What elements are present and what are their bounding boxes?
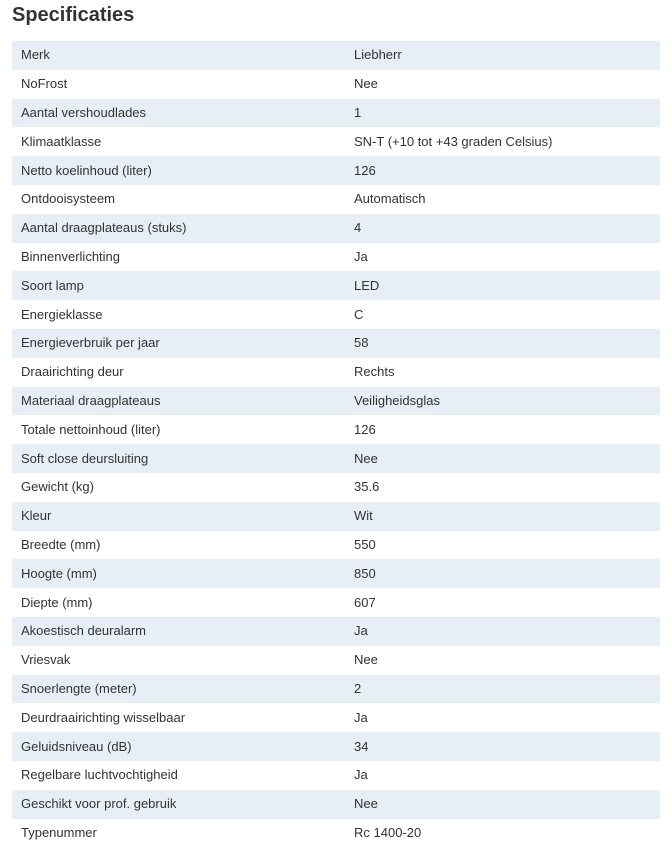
spec-label: Kleur xyxy=(21,508,52,524)
spec-row xyxy=(12,703,660,732)
spec-table-body xyxy=(12,41,660,847)
spec-row xyxy=(12,358,660,387)
spec-row xyxy=(12,243,660,272)
spec-row xyxy=(12,617,660,646)
spec-value: Ja xyxy=(354,248,368,264)
spec-label: Aantal draagplateaus (stuks) xyxy=(21,220,187,236)
spec-row xyxy=(12,732,660,761)
spec-value: Liebherr xyxy=(354,47,402,63)
spec-label: Merk xyxy=(21,47,50,63)
spec-label: Totale nettoinhoud (liter) xyxy=(21,421,161,437)
spec-value: C xyxy=(354,306,364,322)
spec-row xyxy=(12,819,660,848)
spec-value: Rc 1400-20 xyxy=(354,824,422,840)
spec-label: Geluidsniveau (dB) xyxy=(21,738,132,754)
spec-row xyxy=(12,790,660,819)
spec-row xyxy=(12,415,660,444)
spec-label: Energieklasse xyxy=(21,306,103,322)
spec-value: Rechts xyxy=(354,364,395,380)
spec-label: Vriesvak xyxy=(21,652,71,668)
spec-row xyxy=(12,156,660,185)
spec-value: 126 xyxy=(354,162,376,178)
spec-value: Veiligheidsglas xyxy=(354,392,441,408)
spec-label: Akoestisch deuralarm xyxy=(21,623,146,639)
spec-label: Soft close deursluiting xyxy=(21,450,149,466)
spec-label: Gewicht (kg) xyxy=(21,479,94,495)
spec-value: Nee xyxy=(354,652,378,668)
spec-value: 4 xyxy=(354,220,362,236)
spec-label: Aantal vershoudlades xyxy=(21,104,147,120)
spec-row xyxy=(12,127,660,156)
spec-row xyxy=(12,473,660,502)
spec-row xyxy=(12,761,660,790)
spec-value: Ja xyxy=(354,709,368,725)
spec-row xyxy=(12,214,660,243)
spec-row xyxy=(12,675,660,704)
spec-row xyxy=(12,329,660,358)
spec-value: SN-T (+10 tot +43 graden Celsius) xyxy=(354,133,553,149)
page-title: Specificaties xyxy=(12,4,135,26)
spec-label: Hoogte (mm) xyxy=(21,565,97,581)
spec-label: Ontdooisysteem xyxy=(21,191,115,207)
spec-row xyxy=(12,444,660,473)
spec-row xyxy=(12,300,660,329)
spec-label: NoFrost xyxy=(21,76,68,92)
spec-row xyxy=(12,99,660,128)
spec-value: Wit xyxy=(354,508,373,524)
spec-label: Materiaal draagplateaus xyxy=(21,392,161,408)
spec-value: 126 xyxy=(354,421,376,437)
spec-label: Energieverbruik per jaar xyxy=(21,335,160,351)
spec-label: Netto koelinhoud (liter) xyxy=(21,162,152,178)
spec-value: 34 xyxy=(354,738,369,754)
spec-value: 2 xyxy=(354,680,362,696)
spec-row xyxy=(12,70,660,99)
spec-table xyxy=(12,41,660,847)
spec-value: Ja xyxy=(354,623,368,639)
spec-label: Regelbare luchtvochtigheid xyxy=(21,767,178,783)
spec-value: 1 xyxy=(354,104,362,120)
spec-label: Diepte (mm) xyxy=(21,594,93,610)
spec-value: Ja xyxy=(354,767,368,783)
spec-label: Breedte (mm) xyxy=(21,536,101,552)
spec-value: Nee xyxy=(354,450,378,466)
spec-label: Geschikt voor prof. gebruik xyxy=(21,796,177,812)
spec-row xyxy=(12,271,660,300)
spec-value: 607 xyxy=(354,594,376,610)
spec-label: Soort lamp xyxy=(21,277,84,293)
spec-row xyxy=(12,502,660,531)
spec-label: Klimaatklasse xyxy=(21,133,102,149)
spec-row xyxy=(12,559,660,588)
spec-value: 35.6 xyxy=(354,479,380,495)
spec-value: 550 xyxy=(354,536,376,552)
spec-label: Typenummer xyxy=(21,824,97,840)
spec-value: Nee xyxy=(354,76,378,92)
spec-value: Nee xyxy=(354,796,378,812)
spec-row xyxy=(12,646,660,675)
spec-row xyxy=(12,41,660,70)
spec-label: Snoerlengte (meter) xyxy=(21,680,137,696)
spec-label: Deurdraairichting wisselbaar xyxy=(21,709,186,725)
spec-row xyxy=(12,588,660,617)
spec-label: Draairichting deur xyxy=(21,364,124,380)
spec-value: 850 xyxy=(354,565,376,581)
spec-value: Automatisch xyxy=(354,191,426,207)
spec-row xyxy=(12,531,660,560)
spec-row xyxy=(12,387,660,416)
spec-value: 58 xyxy=(354,335,369,351)
spec-label: Binnenverlichting xyxy=(21,248,121,264)
spec-value: LED xyxy=(354,277,380,293)
spec-row xyxy=(12,185,660,214)
